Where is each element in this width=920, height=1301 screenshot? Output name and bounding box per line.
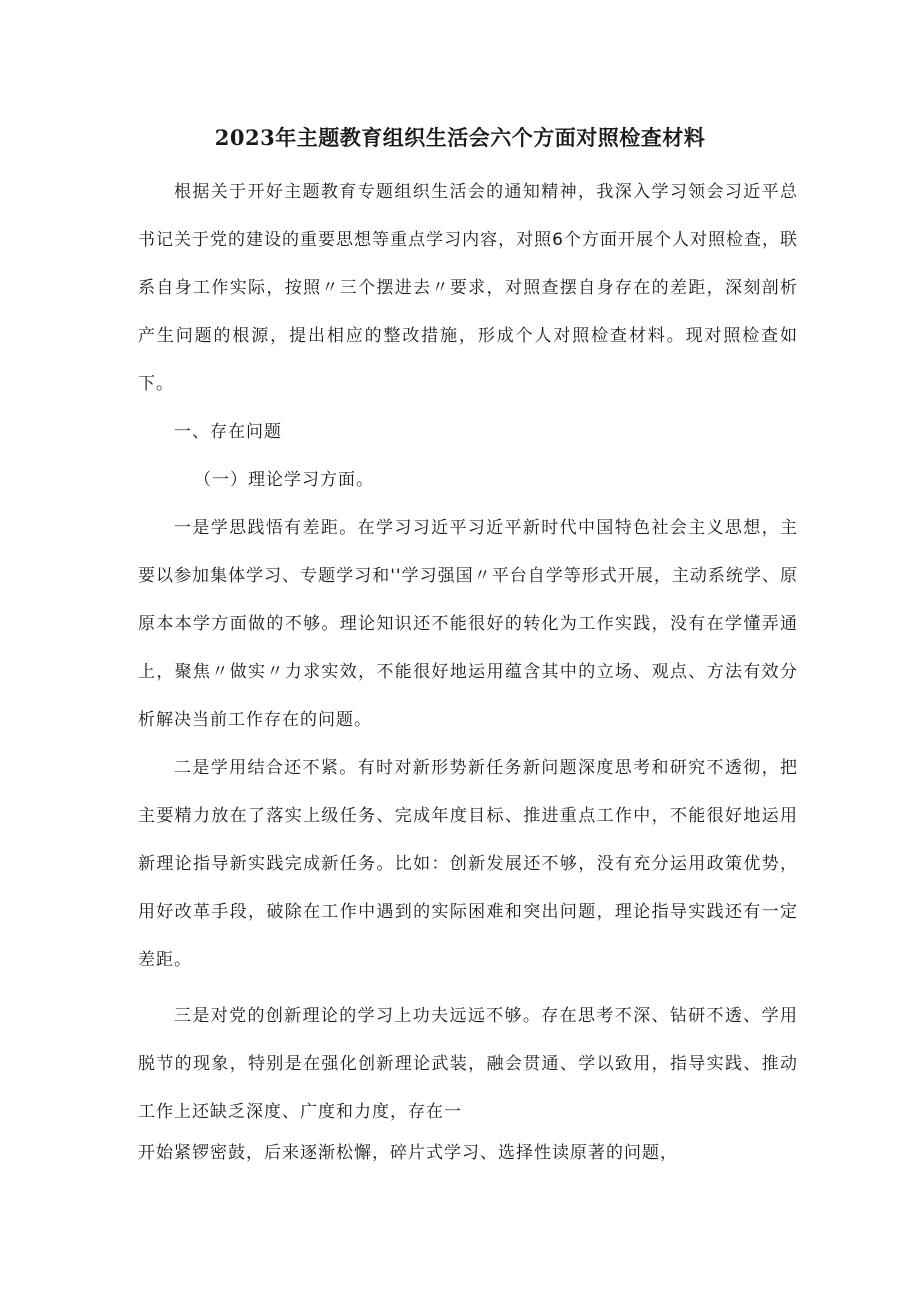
document-body [138, 168, 798, 984]
subsection-heading-theory: （一）理论学习方面。 [194, 470, 374, 490]
section-heading-problems: 一、存在问题 [174, 422, 282, 442]
point-three-continuation: 开始紧锣密鼓，后来逐渐松懈，碎片式学习、选择性读原著的问题， [138, 1143, 678, 1163]
intro-paragraph: 根据关于开好主题教育专题组织生活会的通知精神，我深入学习领会习近平总书记关于党的建设的重要思想等重点学习内容，对照6个方面开展个人对照检查，联系自身工作实际，按照〃三个摆进去〃要求，对照查摆自身存在的差距，深刻剖析产生问题的根源，提出相应的整改措施，形成个人对照检查材料。现对照检查如下。 [138, 182, 798, 394]
point-one-paragraph: 一是学思践悟有差距。在学习习近平习近平新时代中国特色社会主义思想，主要以参加集体学习、专题学习和''学习强国〃平台自学等形式开展，主动系统学、原原本本学方面做的不够。理论知识还不能很好的转化为工作实践，没有在学懂弄通上，聚焦〃做实〃力求实效，不能很好地运用蕴含其中的立场、观点、方法有效分析解决当前工作存在的问题。 [138, 518, 798, 730]
point-three-paragraph: 三是对党的创新理论的学习上功夫远远不够。存在思考不深、钻研不透、学用脱节的现象，特别是在强化创新理论武装，融会贯通、学以致用，指导实践、推动工作上还缺乏深度、广度和力度，存在一 [138, 1006, 798, 1122]
document-title: 2023年主题教育组织生活会六个方面对照检查材料 [214, 125, 706, 150]
document-tail [138, 992, 798, 1170]
point-two-paragraph: 二是学用结合还不紧。有时对新形势新任务新问题深度思考和研究不透彻，把主要精力放在了落实上级任务、完成年度目标、推进重点工作中，不能很好地运用新理论指导新实践完成新任务。比如：创新发展还不够，没有充分运用政策优势，用好改革手段，破除在工作中遇到的实际困难和突出问题，理论指导实践还有一定差距。 [138, 758, 798, 970]
